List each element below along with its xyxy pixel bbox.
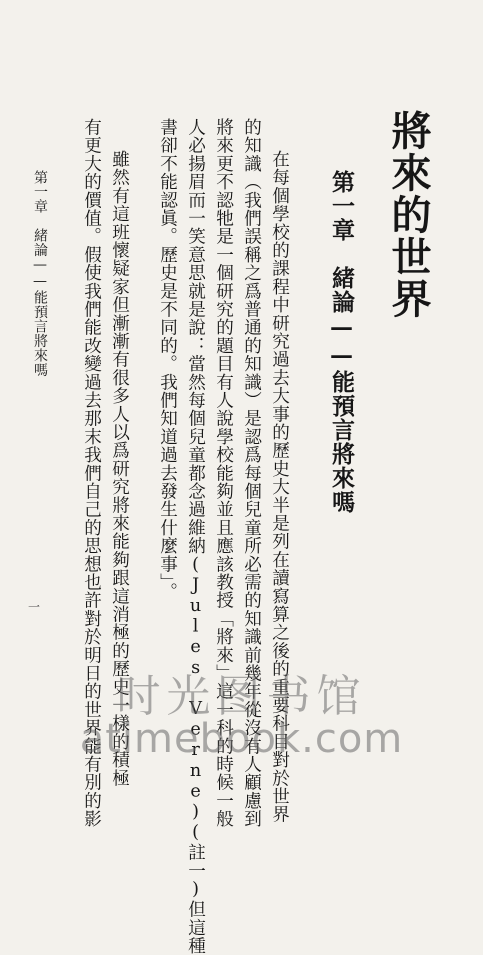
book-title: 將來的世界 bbox=[385, 110, 432, 320]
watermark-text: 时光图书馆 bbox=[116, 671, 367, 722]
body-line: 在每個學校的課程中研究過去大事的歷史大半是列在讀寫算之後的重要科目對於世界 bbox=[269, 150, 290, 824]
watermark-url: atimebook.com bbox=[79, 716, 404, 762]
body-line: 人必揚眉而一笑意思就是說：當然每個兒童都念過維納(Jules Verne)(註一)但這種 bbox=[185, 118, 206, 955]
chapter-heading: 第一章 緒論——能預言將來嗎 bbox=[328, 170, 355, 514]
body-line: 將來更不認牠是一個研究的題目有人說學校能夠並且應該教授「將來」這一科的時候一般 bbox=[213, 118, 234, 828]
running-head: 第一章 緒論——能預言將來嗎 bbox=[32, 170, 48, 377]
body-line: 有更大的價值。假使我們能改變過去那末我們自己的思想也許對於明日的世界能有別的影 bbox=[81, 118, 102, 828]
body-line: 書卻不能認眞。歷史是不同的。我們知道過去發生什麼事」。 bbox=[157, 118, 178, 601]
body-line: 的知識（我們誤稱之爲普通的知識）是認爲每個兒童所必需的知識前幾年從沒有人顧慮到 bbox=[241, 118, 262, 828]
body-line: 雖然有這班懷疑家但漸漸有很多人以爲研究將來能夠跟這消極的歷史一樣的積極 bbox=[109, 150, 130, 787]
page-number: 一 bbox=[28, 600, 41, 614]
